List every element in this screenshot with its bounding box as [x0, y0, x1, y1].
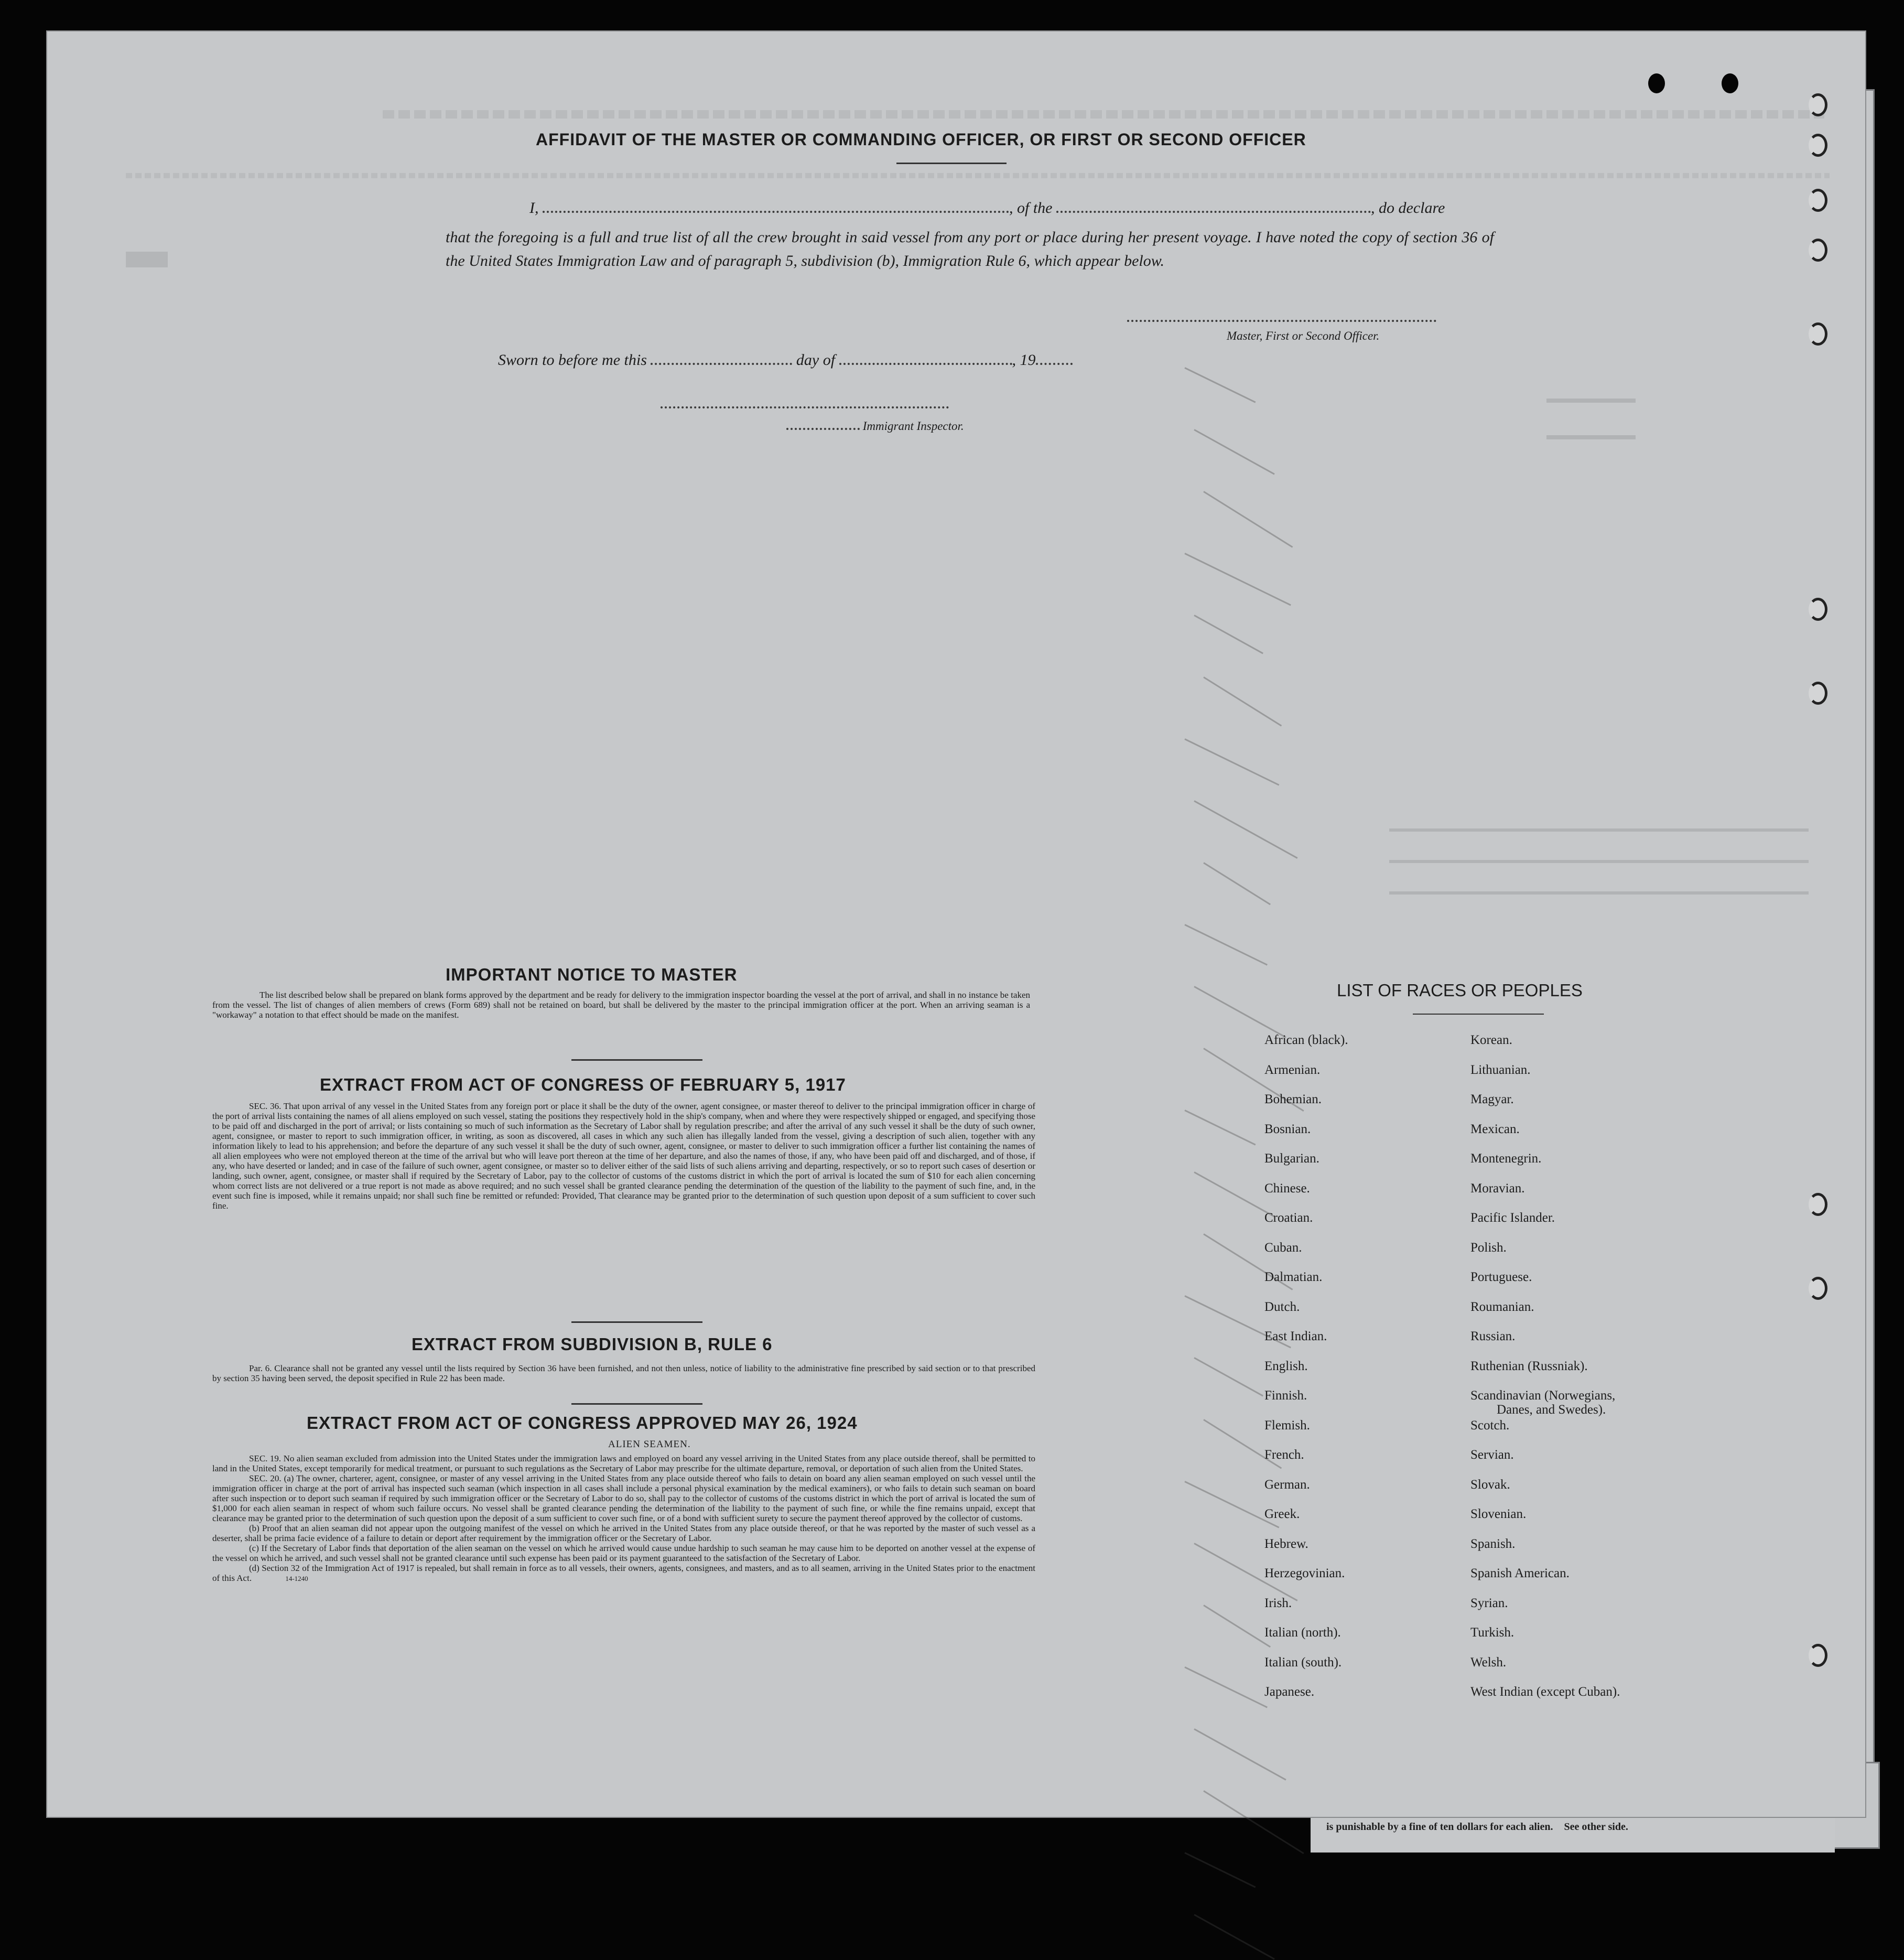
race-item: Scandinavian (Norwegians, — [1470, 1388, 1616, 1403]
extract-1924-title: EXTRACT FROM ACT OF CONGRESS APPROVED MAY 26, 1924 — [307, 1413, 858, 1433]
bleed-through-text — [126, 173, 1830, 178]
race-item: Turkish. — [1470, 1625, 1514, 1640]
pencil-streak — [1203, 862, 1271, 905]
footer-see-other-side: See other side. — [1564, 1821, 1628, 1833]
vessel-blank[interactable] — [1056, 211, 1371, 213]
race-item: Armenian. — [1264, 1062, 1321, 1077]
inspector-line — [786, 419, 964, 433]
binder-ring-icon — [1809, 598, 1827, 621]
binder-ring-icon — [1809, 134, 1827, 157]
binder-ring-icon — [1809, 1644, 1827, 1667]
race-item: Pacific Islander. — [1470, 1211, 1555, 1225]
race-item: East Indian. — [1264, 1329, 1327, 1343]
pencil-streak — [1184, 738, 1279, 785]
pencil-streak — [1184, 924, 1268, 965]
binder-ring-icon — [1809, 1193, 1827, 1216]
affidavit-form-sheet — [46, 30, 1866, 1818]
race-item: Slovenian. — [1470, 1507, 1527, 1521]
pencil-streak — [1194, 615, 1263, 654]
pencil-streak — [1184, 367, 1256, 403]
pencil-streak — [1203, 1790, 1304, 1854]
race-item: African (black). — [1264, 1033, 1348, 1047]
binder-ring-icon — [1809, 1277, 1827, 1300]
race-item: Japanese. — [1264, 1685, 1315, 1699]
race-item: Dalmatian. — [1264, 1270, 1323, 1284]
binder-ring-icon — [1809, 93, 1827, 116]
sworn-day-label: day of — [796, 351, 836, 369]
footer-strip — [1311, 1816, 1835, 1853]
sec-20d-text: (d) Section 32 of the Immigration Act of 1917 is repealed, but shall remain in force as to all vessels, their owners, agents, consignees, and masters, and as to all seamen, arriving in the United States prior to the enactment of this Act. — [212, 1563, 1035, 1583]
master-signature-label: Master, First or Second Officer. — [1227, 329, 1380, 342]
race-item: Ruthenian (Russniak). — [1470, 1359, 1588, 1373]
bleed-through-text — [1546, 399, 1636, 446]
master-signature-blank[interactable] — [1127, 320, 1436, 322]
race-item: Croatian. — [1264, 1211, 1313, 1225]
inspector-signature-blank[interactable] — [661, 406, 949, 408]
extract-rule6-body: Par. 6. Clearance shall not be granted any vessel until the lists required by Section 36 have been furnished, and not then unless, notice of liability to the administrative fine prescribed by said section or to that prescribed by section 35 having been served, the deposit specified in Rule 22 has been made. — [212, 1363, 1035, 1383]
binder-hole — [1722, 73, 1738, 93]
race-item: Chinese. — [1264, 1181, 1310, 1196]
race-item: Italian (south). — [1264, 1655, 1342, 1670]
title-underline — [896, 163, 1007, 164]
race-item: Spanish American. — [1470, 1566, 1570, 1580]
race-item: Magyar. — [1470, 1092, 1514, 1106]
pencil-streak — [1194, 986, 1286, 1038]
pencil-streak — [1194, 1914, 1275, 1959]
inspector-label: Immigrant Inspector. — [862, 419, 964, 433]
race-item: Italian (north). — [1264, 1625, 1341, 1640]
notice-title: IMPORTANT NOTICE TO MASTER — [446, 965, 738, 984]
binder-ring-icon — [1809, 322, 1827, 346]
race-item: Korean. — [1470, 1033, 1512, 1047]
binder-ring-icon — [1809, 239, 1827, 262]
section-divider — [571, 1403, 702, 1405]
race-item: Cuban. — [1264, 1240, 1302, 1255]
race-item: Finnish. — [1264, 1388, 1307, 1403]
binder-ring-icon — [1809, 682, 1827, 705]
race-item: Polish. — [1470, 1240, 1507, 1255]
pencil-streak — [1194, 800, 1297, 859]
race-item: German. — [1264, 1477, 1310, 1492]
sworn-month-blank[interactable] — [839, 363, 1012, 365]
race-item: Dutch. — [1264, 1299, 1300, 1314]
race-item: Scotch. — [1470, 1418, 1510, 1433]
notice-body: The list described below shall be prepared on blank forms approved by the department and be ready for delivery to the immigration inspector boarding the vessel at the port of arrival, and shall in no instance be taken from the vessel. The list of changes of alien members of crews (Form 689) shall not be retained on board, but shall be delivered by the master to the principal immigration officer at the port. When an arriving seaman is a "workaway" a notation to that effect should be made on the manifest. — [212, 990, 1030, 1020]
race-item: Mexican. — [1470, 1122, 1520, 1136]
race-item: Irish. — [1264, 1596, 1292, 1610]
race-item: Montenegrin. — [1470, 1151, 1542, 1166]
race-item: Flemish. — [1264, 1418, 1310, 1433]
pencil-streak — [1203, 1604, 1271, 1647]
pencil-streak — [1203, 676, 1282, 726]
race-item: Greek. — [1264, 1507, 1300, 1521]
extract-1924-body — [212, 1453, 1035, 1584]
race-item: Bosnian. — [1264, 1122, 1311, 1136]
race-item: Slovak. — [1470, 1477, 1510, 1492]
race-item: Moravian. — [1470, 1181, 1525, 1196]
pencil-streak — [1194, 1171, 1275, 1217]
pencil-streak — [1194, 1728, 1286, 1781]
bleed-through-text — [126, 252, 168, 267]
extract-1924-subtitle: ALIEN SEAMEN. — [608, 1439, 691, 1450]
sec-20b-paragraph: (b) Proof that an alien seaman did not appear upon the outgoing manifest of the vessel on which he arrived in the United States from any place outside thereof, or that he was reported by the master of such vessel as a deserter, shall be prima facie evidence of a failure to detain or deport after requirement by the immigration officer or the Secretary of Labor. — [212, 1523, 1035, 1543]
race-item: French. — [1264, 1448, 1304, 1462]
race-item: Spanish. — [1470, 1536, 1516, 1551]
sec-19-paragraph: SEC. 19. No alien seaman excluded from admission into the United States under the immigration laws and employed on board any vessel arriving in the United States from any place outside thereof, shall be permitted to land in the United States, except temporarily for medical treatment, or pursuant to such regulations as the Secretary of Labor may prescribe for the ultimate departure, removal, or deportation of such alien from the United States. — [212, 1453, 1035, 1473]
footer-fine-text: is punishable by a fine of ten dollars for each alien. — [1326, 1821, 1553, 1833]
declaration-i-label: I, — [529, 199, 539, 217]
race-item: Hebrew. — [1264, 1536, 1308, 1551]
pencil-streak — [1194, 1357, 1263, 1396]
race-item-continuation: Danes, and Swedes). — [1497, 1403, 1606, 1417]
sec-20a-paragraph: SEC. 20. (a) The owner, charterer, agent, consignee, or master of any vessel arriving in the United States from any place outside thereof who fails to detain on board any alien seaman employed on such vessel until the immigration officer in charge at the port of arrival has inspected such seaman (which inspection in all cases shall include a personal physical examination by the medical examiners), or who fails to detain such seaman on board after such inspection or to deport such seaman if required by such immigration officer or the Secretary of Labor to do so, shall pay to the collector of customs of the customs district in which the port of arrival is located the sum of $1,000 for each alien seaman in respect of whom such failure occurs. No vessel shall be granted clearance pending the determination of the liability to the payment of such fine, or while the fine remains unpaid, except that clearance may be granted prior to the determination of such question upon the deposit of a sum sufficient to cover such fine, or of a bond with sufficient surety to secure the payment thereof approved by the collector of customs. — [212, 1473, 1035, 1523]
sworn-day-blank[interactable] — [651, 363, 792, 365]
do-declare-label: , do declare — [1371, 199, 1445, 217]
sec-20d-paragraph — [212, 1563, 1035, 1584]
sworn-year-blank[interactable] — [1036, 363, 1073, 365]
race-item: Syrian. — [1470, 1596, 1508, 1610]
sworn-prefix: Sworn to before me this — [498, 351, 647, 369]
race-item: Herzegovinian. — [1264, 1566, 1345, 1580]
races-title: LIST OF RACES OR PEOPLES — [1337, 981, 1583, 1000]
extract-1917-body: SEC. 36. That upon arrival of any vessel in the United States from any foreign port or place it shall be the duty of the owner, agent consignee, or master thereof to deliver to the principal immigration officer in charge of the port of arrival lists containing the names of all aliens employed on such vessel, stating the positions they respectively hold in the ship's company, when and where they were respectively shipped or engaged, and specifying those to be paid off and discharged in the port of arrival; or lists containing so much of such information as the Secretary of Labor shall by regulation prescribe; and after the arrival of any such vessel it shall be the duty of such owner, agent, consignee, or master to report to such immigration officer, in writing, as soon as discovered, all cases in which any such alien has illegally landed from the vessel, giving a description of such alien, together with any information likely to lead to his apprehension; and before the departure of any such vessel it shall be the duty of such owner, agent, consignee, or master to deliver to such immigration officer a further list containing the names of all alien employees who were not employed thereon at the time of the arrival but who will leave port thereon at the time of her departure, and also the names of those, if any, who have been paid off and discharged, and of those, if any, who have deserted or landed; and in case of the failure of such owner, agent consignee, or master so to deliver either of the said lists of such aliens arriving and departing, respectively, or so to report such cases of desertion or landing, such owner, agent, consignee, or master shall if required by the Secretary of Labor, pay to the collector of customs of the customs district in which the port of arrival is located the sum of $10 for each alien concerning whom correct lists are not delivered or a true report is not made as above required; and no such vessel shall be granted clearance pending the determination of the question of the liability to the payment of such fine, and, in the event such fine is imposed, while it remains unpaid; nor shall such fine be remitted or refunded: Provided, That clearance may be granted prior to the determination of such question upon deposit of a sum sufficient to cover such fine. — [212, 1101, 1035, 1211]
declaration-body: that the foregoing is a full and true list of all the crew brought in said vessel from any port or place during her present voyage. I have noted the copy of section 36 of the United States Immigration Law and of paragraph 5, subdivision (b), Immigration Rule 6, which appear below. — [446, 229, 1494, 270]
race-item: Bohemian. — [1264, 1092, 1322, 1106]
race-item: Lithuanian. — [1470, 1062, 1531, 1077]
race-item: Portuguese. — [1470, 1270, 1532, 1284]
races-title-underline — [1413, 1014, 1544, 1015]
section-divider — [571, 1321, 702, 1323]
pencil-streak — [1194, 429, 1275, 475]
pencil-streak — [1184, 1852, 1256, 1888]
pencil-streak — [1184, 1110, 1256, 1145]
of-the-label: , of the — [1009, 199, 1053, 217]
race-item: Bulgarian. — [1264, 1151, 1319, 1166]
sworn-line — [498, 351, 1073, 369]
binder-hole — [1648, 73, 1665, 93]
extract-1917-title: EXTRACT FROM ACT OF CONGRESS OF FEBRUARY 5, 1917 — [320, 1075, 846, 1094]
race-item: Welsh. — [1470, 1655, 1507, 1670]
sworn-year-label: , 19 — [1012, 351, 1036, 369]
inspector-initial-blank[interactable] — [786, 428, 860, 430]
declaration-line — [446, 199, 1499, 217]
race-item: Roumanian. — [1470, 1299, 1534, 1314]
race-item: Russian. — [1470, 1329, 1516, 1343]
affidavit-title: AFFIDAVIT OF THE MASTER OR COMMANDING OFFICER, OR FIRST OR SECOND OFFICER — [536, 130, 1306, 149]
section-divider — [571, 1059, 702, 1061]
sec-20c-paragraph: (c) If the Secretary of Labor finds that deportation of the alien seaman on the vessel on which he arrived would cause undue hardship to such seaman he may cause him to be deported on another vessel at the expense of the vessel on which he arrived, and such vessel shall not be granted clearance until such expense has been paid or its payment guaranteed to the satisfaction of the Secretary of Labor. — [212, 1543, 1035, 1563]
pencil-streak — [1203, 491, 1293, 548]
bleed-through-text — [1389, 828, 1809, 902]
form-number: 14-1240 — [285, 1575, 308, 1582]
bleed-through-text — [383, 110, 1824, 119]
race-item: West Indian (except Cuban). — [1470, 1685, 1620, 1699]
pencil-streak — [1184, 1666, 1268, 1708]
race-item: English. — [1264, 1359, 1308, 1373]
name-blank[interactable] — [543, 211, 1009, 213]
pencil-streak — [1184, 553, 1291, 606]
race-item: Servian. — [1470, 1448, 1514, 1462]
binder-ring-icon — [1809, 189, 1827, 212]
extract-rule6-title: EXTRACT FROM SUBDIVISION B, RULE 6 — [412, 1334, 773, 1354]
